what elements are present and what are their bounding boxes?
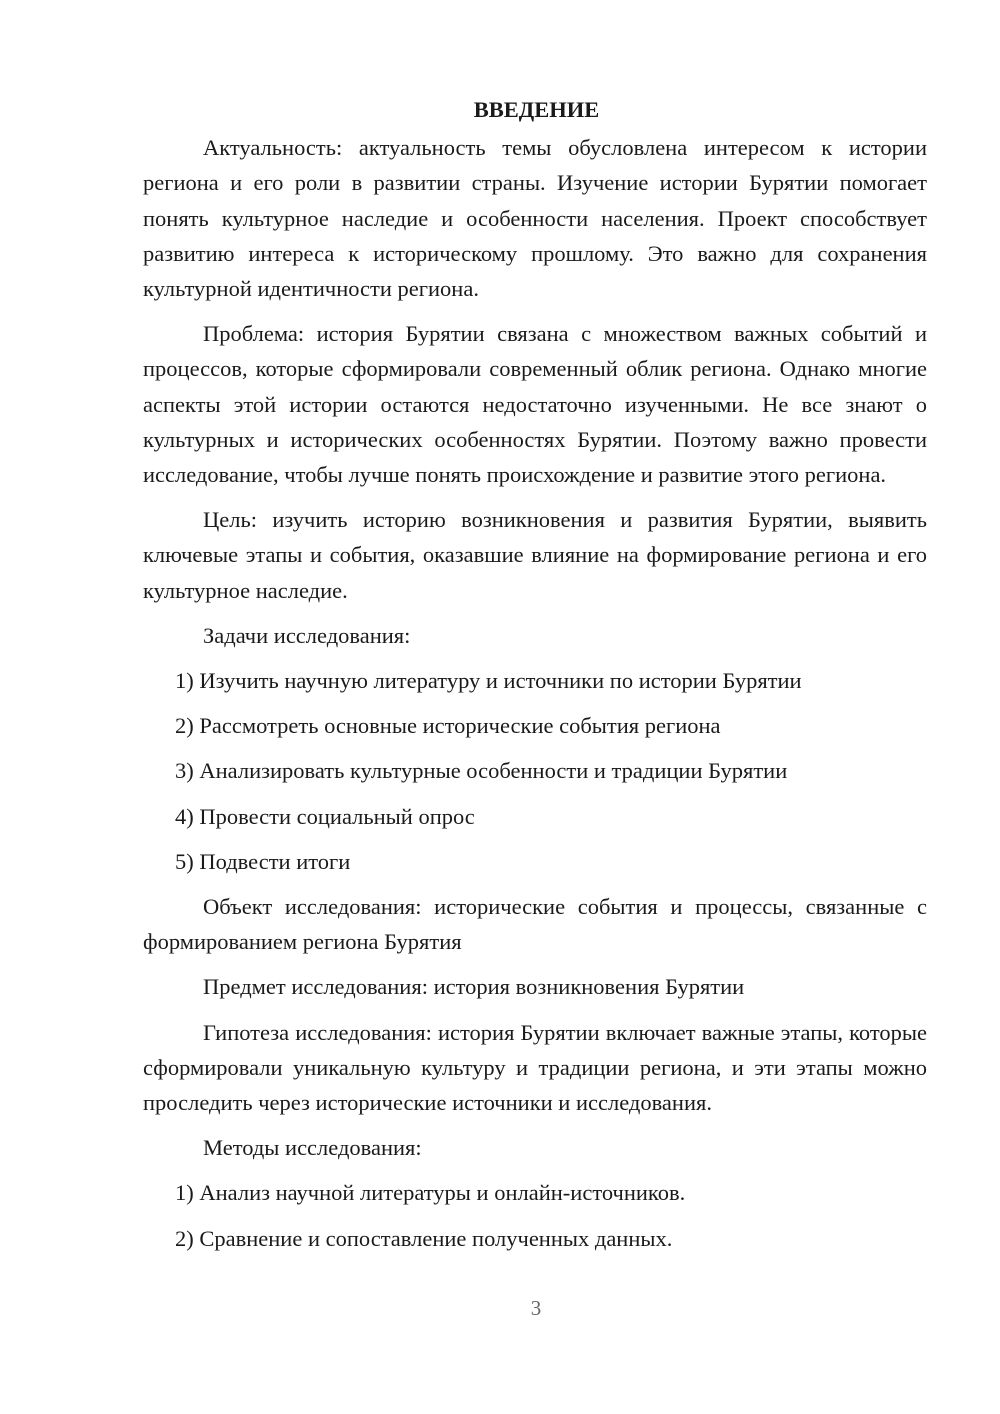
problem-paragraph: Проблема: история Бурятии связана с множеством важных событий и процессов, которые сформировали современный облик региона. Однако многие аспекты этой истории остаются недостаточно изученными. Не все знают о культурных и исторических особенностях Бурятии. Поэтому важно провести исследование, чтобы лучше понять происхождение и развитие этого региона. [143, 321, 927, 488]
relevance-paragraph: Актуальность: актуальность темы обусловлена интересом к истории региона и его роли в развитии страны. Изучение истории Бурятии помогает понять культурное наследие и особенности населения. Проект способствует развитию интереса к историческому прошлому. Это важно для сохранения культурной идентичности региона. [143, 135, 927, 302]
tasks-heading: Задачи исследования: [203, 622, 411, 648]
methods-heading: Методы исследования: [203, 1135, 422, 1161]
methods-list [143, 1175, 927, 1255]
tasks-list [143, 663, 927, 879]
page-title: ВВЕДЕНИЕ [473, 97, 600, 122]
page-number: 3 [530, 1296, 542, 1320]
list-item: 5) Подвести итоги [175, 848, 351, 874]
list-item: 2) Рассмотреть основные исторические события региона [175, 713, 721, 739]
list-item: 3) Анализировать культурные особенности и традиции Бурятии [175, 758, 788, 784]
list-item: 1) Анализ научной литературы и онлайн-источников. [175, 1180, 686, 1206]
list-item: 1) Изучить научную литературу и источники по истории Бурятии [175, 668, 802, 694]
object-paragraph: Объект исследования: исторические события и процессы, связанные с формированием региона Бурятия [143, 894, 927, 955]
list-item: 4) Провести социальный опрос [175, 803, 475, 829]
document-page [143, 92, 927, 1266]
subject-paragraph: Предмет исследования: история возникновения Бурятии [203, 974, 745, 1000]
hypothesis-paragraph: Гипотеза исследования: история Бурятии включает важные этапы, которые сформировали уникальную культуру и традиции региона, и эти этапы можно проследить через исторические источники и исследования. [143, 1019, 927, 1116]
list-item: 2) Сравнение и сопоставление полученных данных. [175, 1225, 673, 1251]
goal-paragraph: Цель: изучить историю возникновения и развития Бурятии, выявить ключевые этапы и события, оказавшие влияние на формирование региона и его культурное наследие. [143, 507, 927, 603]
